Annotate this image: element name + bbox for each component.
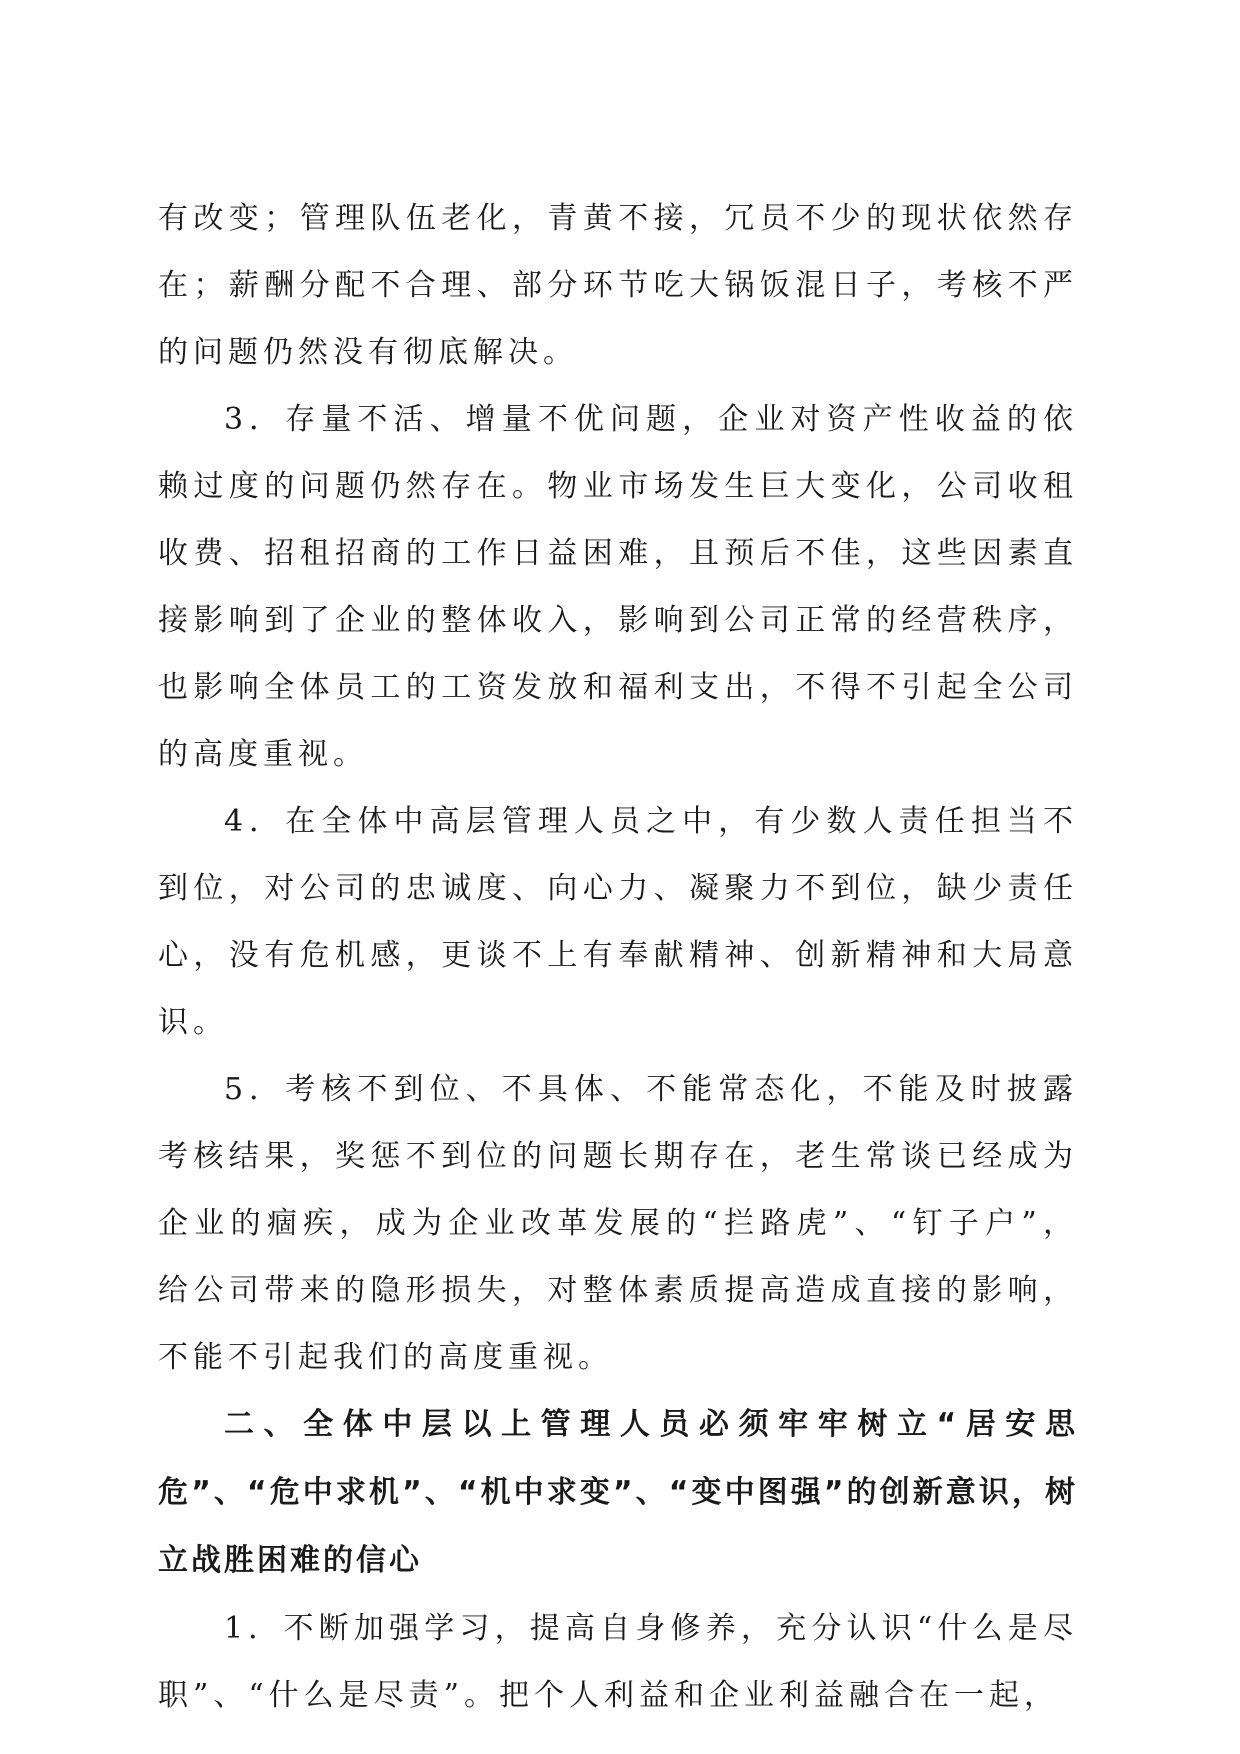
paragraph-section-2-item-1: 1．不断加强学习，提高自身修养，充分认识“什么是尽职”、“什么是尽责”。把个人利益和企业利益融合在一起， [158,1611,1078,1713]
paragraph-item-4: 4．在全体中高层管理人员之中，有少数人责任担当不到位，对公司的忠诚度、向心力、凝聚力不到位，缺少责任心，没有危机感，更谈不上有奉献精神、创新精神和大局意识。 [158,804,1078,1040]
paragraph-item-3: 3．存量不活、增量不优问题，企业对资产性收益的依赖过度的问题仍然存在。物业市场发生巨大变化，公司收租收费、招租招商的工作日益困难，且预后不佳，这些因素直接影响到了企业的整体收入，影响到公司正常的经营秩序，也影响全体员工的工资发放和福利支出，不得不引起全公司的高度重视。 [158,402,1078,772]
paragraph-continuation: 有改变；管理队伍老化，青黄不接，冗员不少的现状依然存在；薪酬分配不合理、部分环节吃大锅饭混日子，考核不严的问题仍然没有彻底解决。 [158,201,1078,370]
document-body [158,185,1078,1729]
section-heading: 二、全体中层以上管理人员必须牢牢树立“居安思危”、“危中求机”、“机中求变”、“变中图强”的创新意识，树立战胜困难的信心 [158,1407,1078,1578]
paragraph-item-5: 5．考核不到位、不具体、不能常态化，不能及时披露考核结果，奖惩不到位的问题长期存在，老生常谈已经成为企业的痼疾，成为企业改革发展的“拦路虎”、“钉子户”，给公司带来的隐形损失，对整体素质提高造成直接的影响，不能不引起我们的高度重视。 [158,1072,1078,1375]
